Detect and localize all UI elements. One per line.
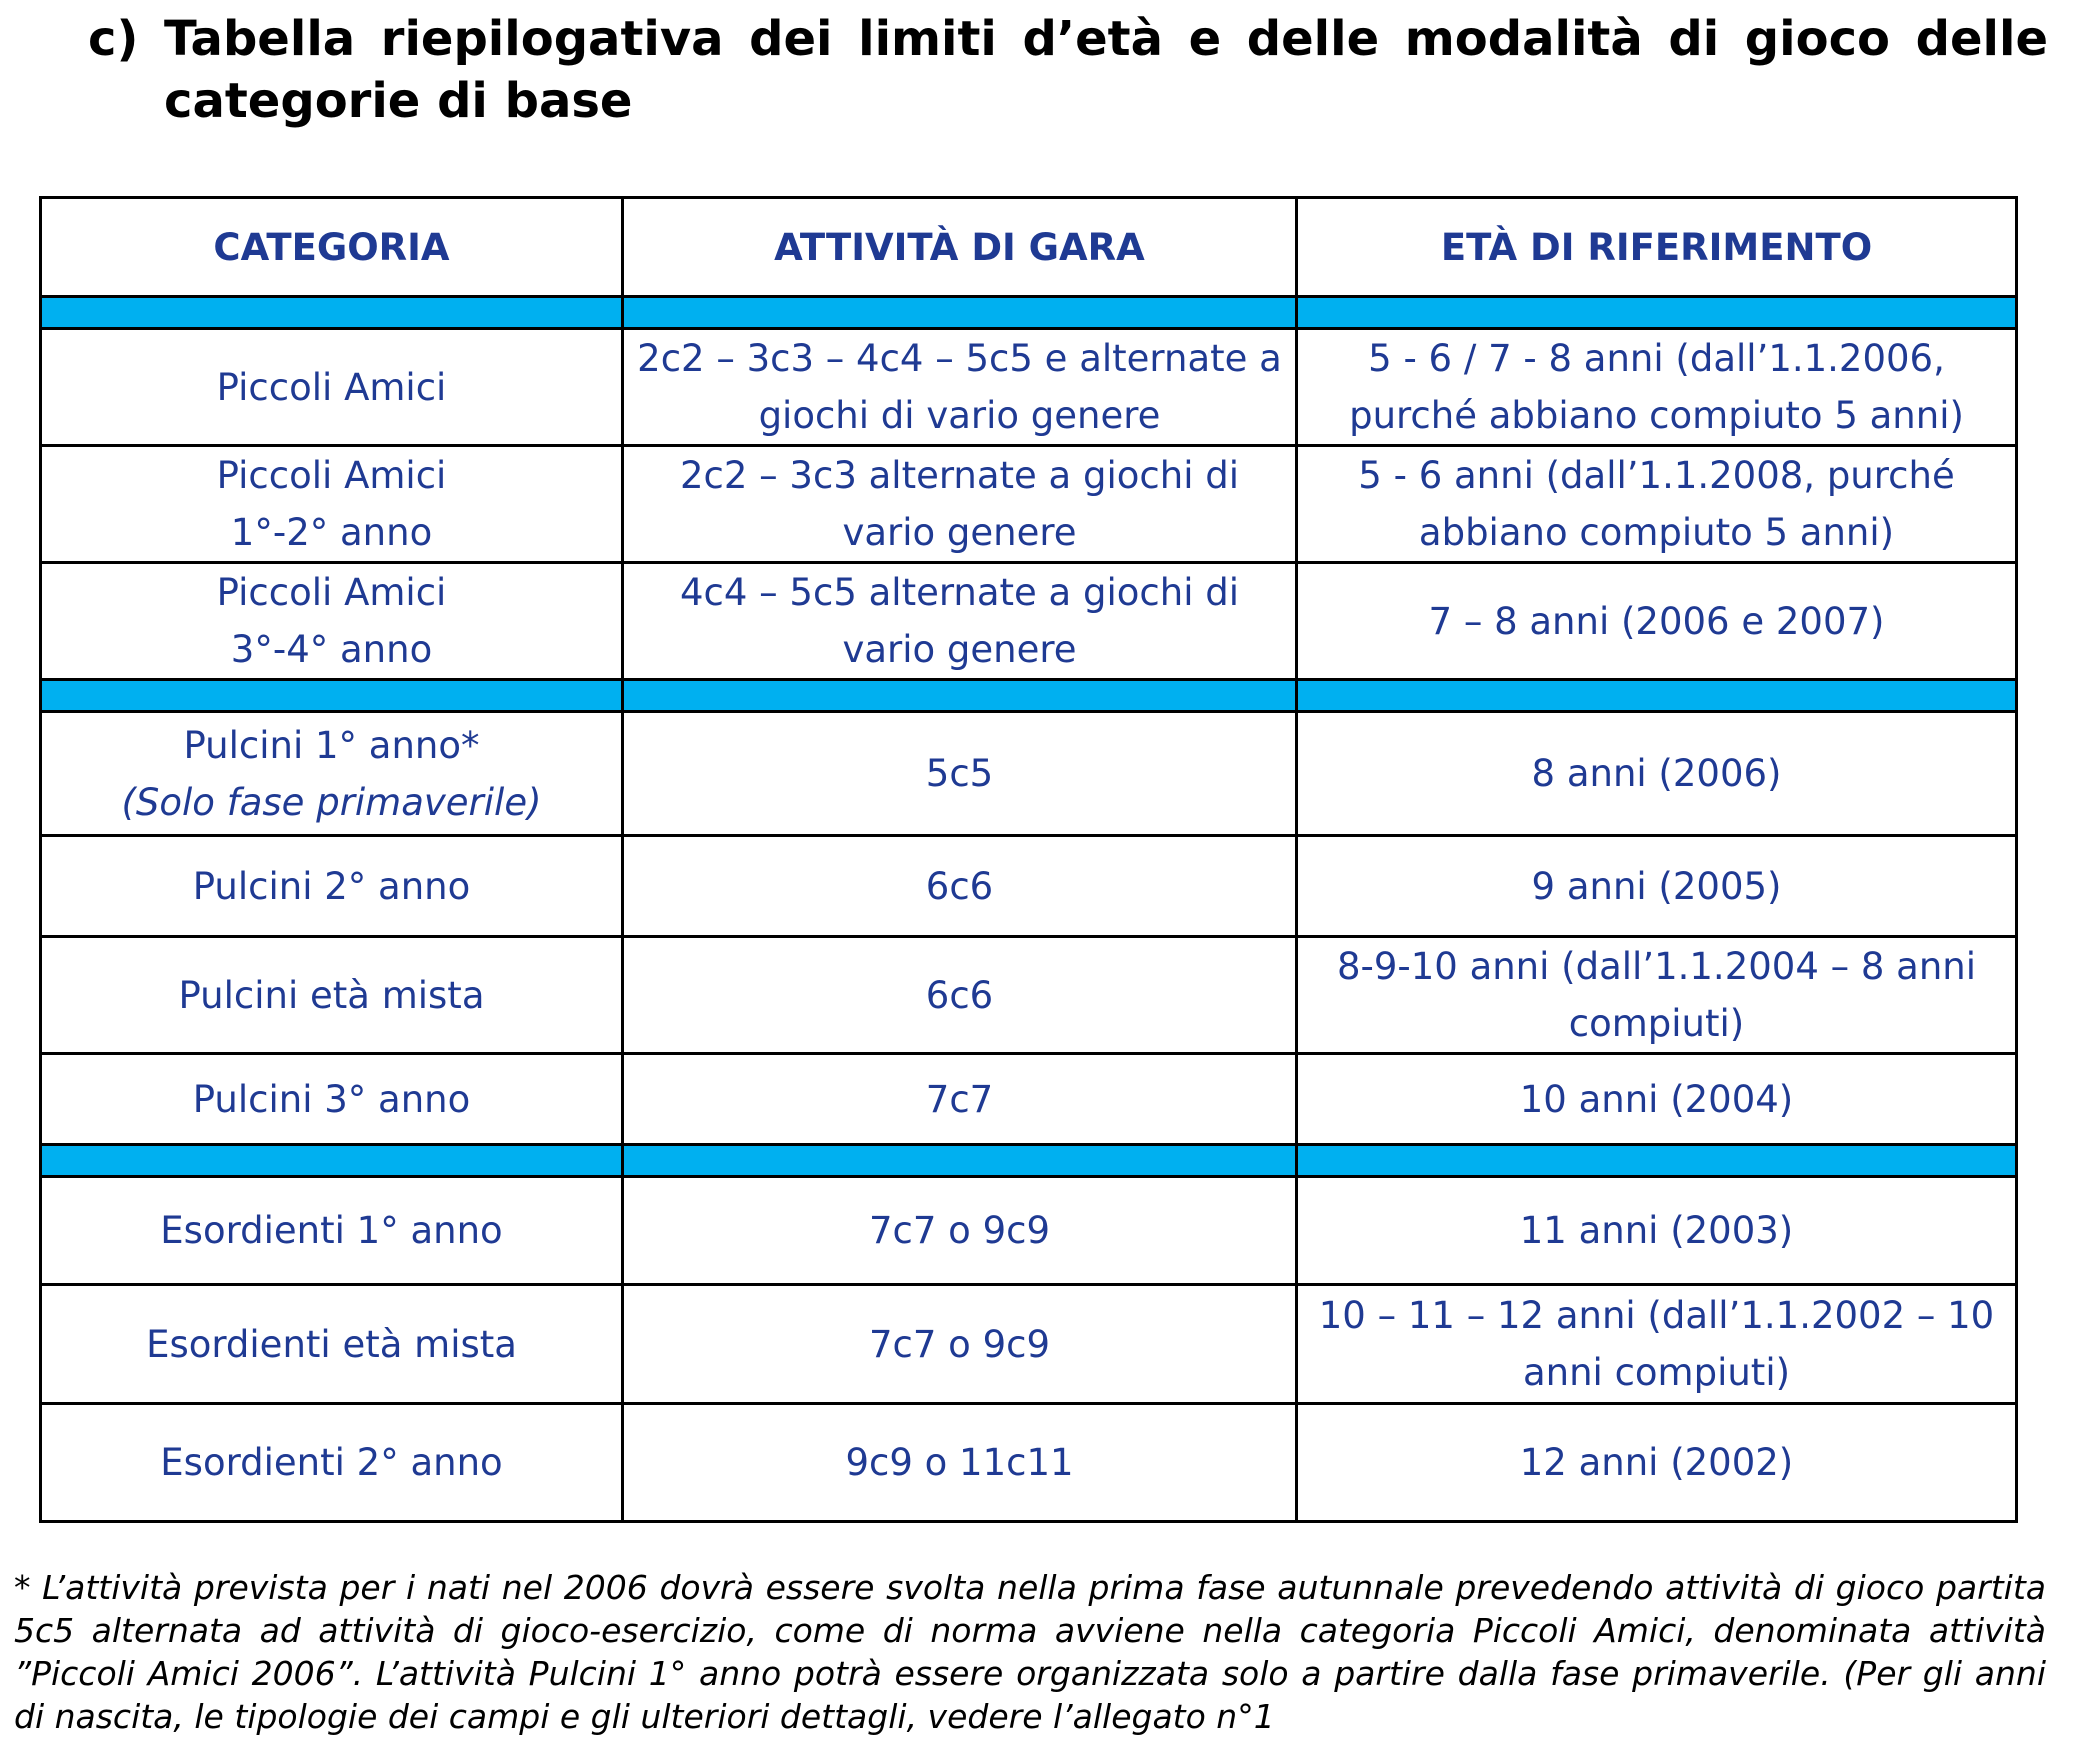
cell-attivita: 7c7 o 9c9 [623,1177,1297,1285]
cell-categoria: Pulcini 1° anno* (Solo fase primaverile) [41,712,623,836]
cell-categoria: Piccoli Amici [41,329,623,446]
group-separator [41,1145,2017,1177]
cell-attivita: 7c7 o 9c9 [623,1285,1297,1404]
table-row [41,446,2017,563]
cell-attivita: 2c2 – 3c3 – 4c4 – 5c5 e alternate a giochi di vario genere [623,329,1297,446]
header-categoria: CATEGORIA [41,198,623,297]
header-attivita: ATTIVITÀ DI GARA [623,198,1297,297]
cell-categoria: Esordienti 1° anno [41,1177,623,1285]
cell-attivita: 6c6 [623,937,1297,1054]
cell-attivita: 2c2 – 3c3 alternate a giochi di vario genere [623,446,1297,563]
table-row [41,1285,2017,1404]
cell-attivita: 7c7 [623,1054,1297,1145]
cell-categoria: Pulcini 3° anno [41,1054,623,1145]
cell-categoria: Esordienti età mista [41,1285,623,1404]
table-row [41,937,2017,1054]
cell-eta: 7 – 8 anni (2006 e 2007) [1297,563,2017,680]
cell-categoria: Esordienti 2° anno [41,1404,623,1522]
group-separator [41,297,2017,329]
section-title: Tabella riepilogativa dei limiti d’età e delle modalità di gioco delle categorie di base [164,11,2048,129]
cell-eta: 5 - 6 / 7 - 8 anni (dall’1.1.2006, purché abbiano compiuto 5 anni) [1297,329,2017,446]
section-heading [88,8,2048,132]
footnote: * L’attività prevista per i nati nel 2006 dovrà essere svolta nella prima fase autunnale prevedendo attività di gioco partita 5c5 alternata ad attività di gioco-esercizio, come di norma avviene nella categoria Piccoli Amici, denominata attività ”Piccoli Amici 2006”. L’attività Pulcini 1° anno potrà essere organizzata solo a partire dalla fase primaverile. (Per gli anni di nascita, le tipologie dei campi e gli ulteriori dettagli, vedere l’allegato n°1 [14,1568,2046,1736]
cell-eta: 5 - 6 anni (dall’1.1.2008, purché abbiano compiuto 5 anni) [1297,446,2017,563]
cell-eta: 12 anni (2002) [1297,1404,2017,1522]
table-row [41,712,2017,836]
header-eta: ETÀ DI RIFERIMENTO [1297,198,2017,297]
table-row [41,1404,2017,1522]
cell-eta: 10 – 11 – 12 anni (dall’1.1.2002 – 10 anni compiuti) [1297,1285,2017,1404]
group-separator [41,680,2017,712]
cell-eta: 8 anni (2006) [1297,712,2017,836]
cell-eta: 9 anni (2005) [1297,836,2017,937]
cell-categoria: Piccoli Amici 3°-4° anno [41,563,623,680]
section-marker: c) [88,11,139,67]
table-row [41,329,2017,446]
table-row [41,836,2017,937]
cell-categoria: Pulcini età mista [41,937,623,1054]
table-row [41,563,2017,680]
table-row [41,1177,2017,1285]
cell-eta: 10 anni (2004) [1297,1054,2017,1145]
cell-eta: 11 anni (2003) [1297,1177,2017,1285]
cell-eta: 8-9-10 anni (dall’1.1.2004 – 8 anni compiuti) [1297,937,2017,1054]
header-row [41,198,2017,297]
cell-categoria: Pulcini 2° anno [41,836,623,937]
cell-categoria: Piccoli Amici 1°-2° anno [41,446,623,563]
cell-attivita: 4c4 – 5c5 alternate a giochi di vario genere [623,563,1297,680]
table-row [41,1054,2017,1145]
cell-attivita: 5c5 [623,712,1297,836]
cell-attivita: 9c9 o 11c11 [623,1404,1297,1522]
summary-table [39,196,2018,1523]
cell-attivita: 6c6 [623,836,1297,937]
